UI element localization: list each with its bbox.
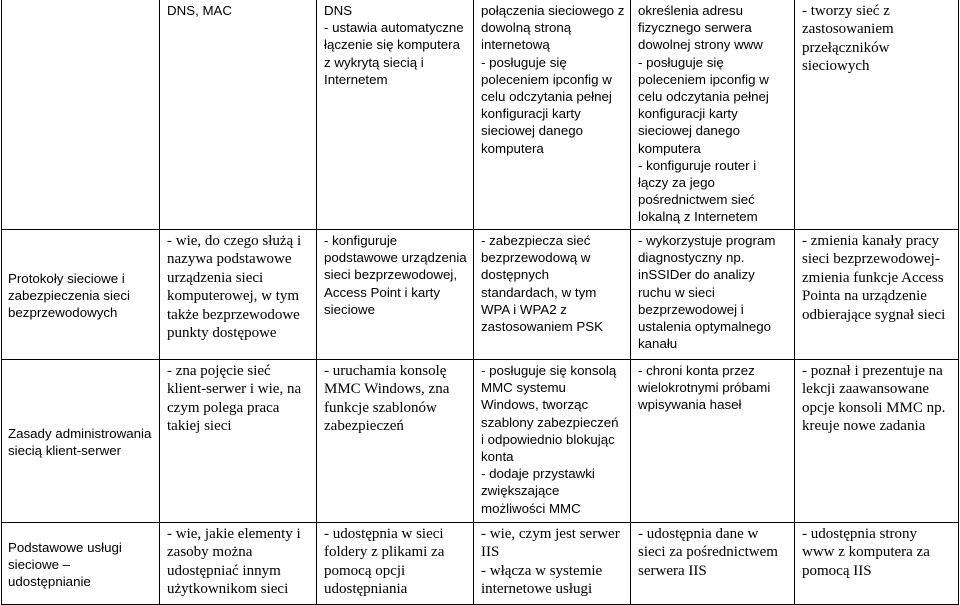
requirement-cell-level-3: połączenia sieciowego z dowolną stroną internetową - posługuje się poleceniem ipconfig w celu odczytania pełnej konfiguracji karty sieciowej danego komputera bbox=[474, 0, 631, 230]
requirement-cell-level-2: - udostępnia w sieci foldery z plikami za pomocą opcji udostępniania bbox=[317, 523, 474, 605]
topic-cell: Podstawowe usługi sieciowe – udostępnianie bbox=[2, 523, 160, 605]
requirement-cell-level-5: - tworzy sieć z zastosowaniem przełączników sieciowych bbox=[795, 0, 959, 230]
table-row bbox=[2, 0, 959, 230]
requirement-cell-level-1: - zna pojęcie sieć klient-serwer i wie, na czym polega praca takiej sieci bbox=[160, 360, 317, 523]
requirement-cell-level-4: - chroni konta przez wielokrotnymi próbami wpisywania haseł bbox=[631, 360, 795, 523]
requirement-cell-level-4: określenia adresu fizycznego serwera dowolnej strony www - posługuje się poleceniem ipconfig w celu odczytania pełnej konfiguracji karty sieciowej danego komputera - konfiguruje router i łączy za jego pośrednictwem sieć lokalną z Internetem bbox=[631, 0, 795, 230]
requirement-cell-level-1: DNS, MAC bbox=[160, 0, 317, 230]
requirement-cell-level-5: - poznał i prezentuje na lekcji zaawansowane opcje konsoli MMC np. kreuje nowe zadania bbox=[795, 360, 959, 523]
grading-table bbox=[1, 0, 959, 605]
requirement-cell-level-5: - zmienia kanały pracy sieci bezprzewodowej- zmienia funkcje Access Pointa na urządzenie odbierające sygnał sieci bbox=[795, 230, 959, 360]
table-row bbox=[2, 523, 959, 605]
requirement-cell-level-1: - wie, jakie elementy i zasoby można udostępniać innym użytkownikom sieci bbox=[160, 523, 317, 605]
requirement-cell-level-3: - posługuje się konsolą MMC systemu Windows, tworząc szablony zabezpieczeń i odpowiednio blokując konta - dodaje przystawki zwiększające możliwości MMC bbox=[474, 360, 631, 523]
table-row bbox=[2, 360, 959, 523]
requirement-cell-level-5: - udostępnia strony www z komputera za pomocą IIS bbox=[795, 523, 959, 605]
topic-cell: Protokoły sieciowe i zabezpieczenia sieci bezprzewodowych bbox=[2, 230, 160, 360]
requirement-cell-level-4: - wykorzystuje program diagnostyczny np. inSSIDer do analizy ruchu w sieci bezprzewodowej i ustalenia optymalnego kanału bbox=[631, 230, 795, 360]
topic-cell: Zasady administrowania siecią klient-serwer bbox=[2, 360, 160, 523]
requirement-cell-level-3: - wie, czym jest serwer IIS - włącza w systemie internetowe usługi bbox=[474, 523, 631, 605]
requirement-cell-level-2: - uruchamia konsolę MMC Windows, zna funkcje szablonów zabezpieczeń bbox=[317, 360, 474, 523]
requirement-cell-level-2: - konfiguruje podstawowe urządzenia sieci bezprzewodowej, Access Point i karty sieciowe bbox=[317, 230, 474, 360]
requirement-cell-level-2: DNS - ustawia automatyczne łączenie się komputera z wykrytą siecią i Internetem bbox=[317, 0, 474, 230]
topic-cell bbox=[2, 0, 160, 230]
requirement-cell-level-4: - udostępnia dane w sieci za pośrednictwem serwera IIS bbox=[631, 523, 795, 605]
requirement-cell-level-3: - zabezpiecza sieć bezprzewodową w dostępnych standardach, w tym WPA i WPA2 z zastosowaniem PSK bbox=[474, 230, 631, 360]
table-row bbox=[2, 230, 959, 360]
requirement-cell-level-1: - wie, do czego służą i nazywa podstawowe urządzenia sieci komputerowej, w tym także bezprzewodowe punkty dostępowe bbox=[160, 230, 317, 360]
